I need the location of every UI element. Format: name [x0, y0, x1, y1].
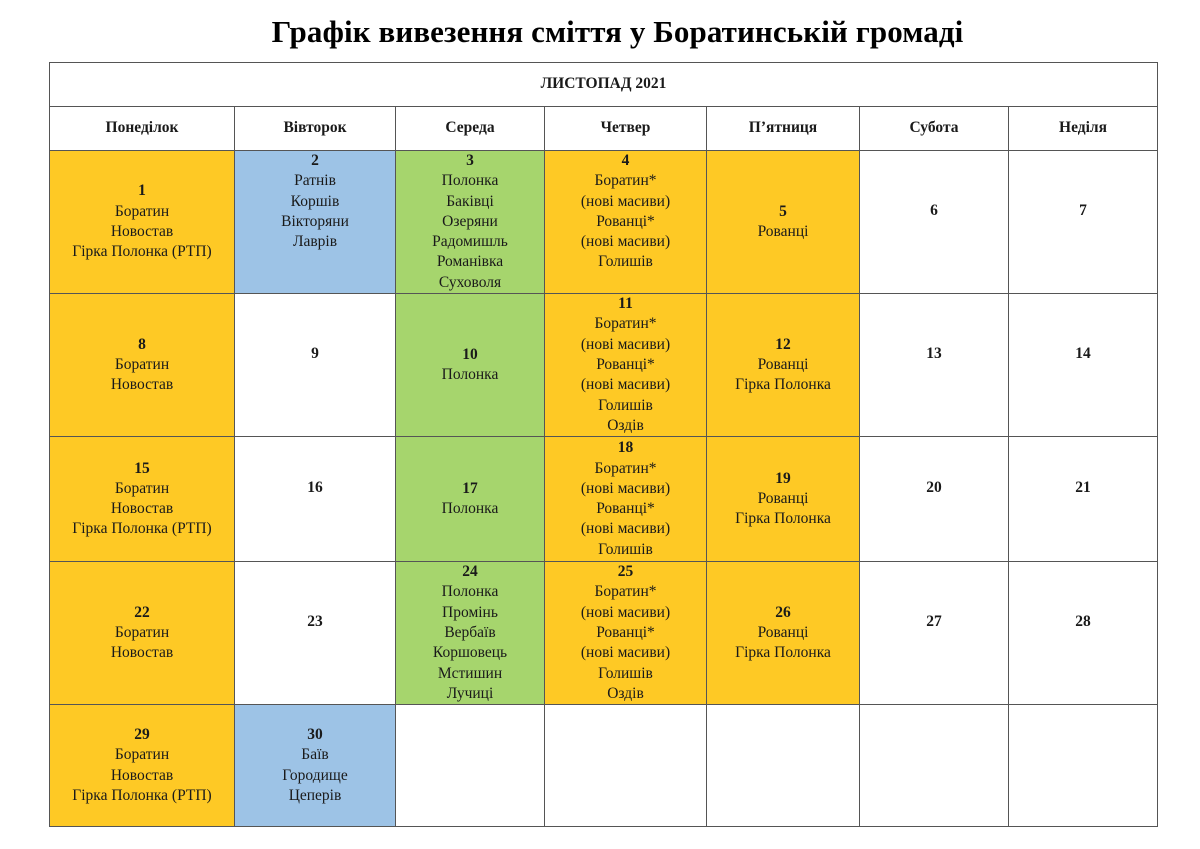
location-label: Городище: [282, 766, 348, 784]
empty-cell: [396, 705, 545, 827]
location-label: (нові масиви): [580, 603, 671, 621]
day-cell: [235, 437, 396, 562]
day-number: 14: [1075, 344, 1091, 362]
location-label: Цеперів: [288, 787, 342, 805]
day-number: 17: [462, 479, 478, 497]
location-label: Боратин: [114, 746, 170, 764]
location-label: Гірка Полонка: [735, 376, 831, 394]
location-label: Оздів: [607, 684, 644, 702]
day-number: 20: [926, 479, 942, 496]
weekday-header: П’ятниця: [707, 107, 860, 151]
day-cell: [1009, 151, 1158, 294]
day-cell: [1009, 294, 1158, 437]
location-label: Вікторяни: [281, 212, 349, 230]
day-cell: [1009, 437, 1158, 562]
day-cell: [545, 562, 707, 705]
location-label: (нові масиви): [580, 479, 671, 497]
day-cell: [235, 705, 396, 827]
day-number: 1: [138, 182, 146, 200]
week-row: [50, 294, 1158, 437]
day-number: 15: [134, 459, 150, 477]
weekday-header: Неділя: [1009, 107, 1158, 151]
location-label: Новостав: [110, 644, 174, 662]
week-row: [50, 705, 1158, 827]
location-label: (нові масиви): [580, 644, 671, 662]
location-label: Полонка: [441, 500, 499, 518]
day-number: 2: [311, 152, 319, 169]
location-label: Баїв: [301, 746, 329, 764]
day-cell: [707, 437, 860, 562]
day-number: 21: [1075, 479, 1091, 496]
day-cell: [707, 562, 860, 705]
calendar-body: [50, 151, 1158, 827]
location-label: Рованці: [757, 490, 809, 507]
day-cell: [860, 437, 1009, 562]
day-number: 7: [1079, 201, 1087, 219]
location-label: Рованці*: [596, 624, 655, 642]
location-label: Рованці*: [596, 500, 655, 518]
day-cell: [860, 562, 1009, 705]
weekday-header-row: [50, 107, 1158, 151]
day-number: 10: [462, 345, 478, 363]
week-row: [50, 151, 1158, 294]
location-label: (нові масиви): [580, 376, 671, 394]
day-cell: [50, 151, 235, 294]
day-cell: [545, 151, 707, 294]
day-cell: [396, 151, 545, 294]
location-label: (нові масиви): [580, 520, 671, 538]
location-label: Вербаїв: [444, 624, 496, 642]
location-label: Романівка: [436, 253, 504, 271]
day-number: 23: [307, 613, 323, 631]
month-header: ЛИСТОПАД 2021: [50, 63, 1158, 107]
day-cell: [860, 294, 1009, 437]
location-label: Новостав: [110, 766, 174, 784]
day-cell: [1009, 562, 1158, 705]
day-cell: [707, 294, 860, 437]
empty-cell: [707, 705, 860, 827]
weekday-header: Середа: [396, 107, 545, 151]
location-label: Боратин*: [594, 459, 657, 477]
location-label: Промінь: [442, 603, 498, 621]
weekday-header: Субота: [860, 107, 1009, 151]
location-label: (нові масиви): [580, 192, 671, 210]
day-number: 26: [775, 603, 791, 621]
location-label: Озеряни: [442, 212, 498, 230]
day-number: 25: [617, 563, 634, 581]
day-number: 11: [618, 295, 633, 313]
day-cell: [50, 294, 235, 437]
location-label: Оздів: [607, 416, 644, 434]
day-number: 16: [307, 479, 323, 496]
location-label: Боратин: [114, 355, 170, 373]
location-label: (нові масиви): [580, 335, 671, 353]
location-label: Голишів: [598, 253, 653, 271]
day-cell: [235, 151, 396, 294]
location-label: Рованці*: [596, 355, 655, 373]
location-label: Боратин: [114, 624, 170, 642]
location-label: Новостав: [110, 223, 174, 241]
location-label: Рованці: [757, 355, 809, 373]
location-label: Голишів: [598, 396, 653, 414]
day-number: 22: [134, 603, 150, 621]
location-label: Мстишин: [437, 664, 503, 682]
day-cell: [545, 437, 707, 562]
location-label: Боратин*: [594, 583, 657, 601]
day-cell: [707, 151, 860, 294]
day-number: 4: [621, 152, 630, 169]
location-label: Суховоля: [438, 273, 502, 291]
day-number: 13: [926, 344, 942, 362]
location-label: Полонка: [441, 366, 499, 384]
location-label: Полонка: [441, 583, 499, 601]
location-label: Боратин*: [594, 172, 657, 190]
location-label: Лучиці: [446, 684, 494, 702]
location-label: Гірка Полонка (РТП): [72, 520, 212, 538]
location-label: Рованці*: [596, 212, 655, 230]
day-number: 12: [775, 335, 791, 353]
day-number: 28: [1075, 613, 1091, 631]
week-row: [50, 562, 1158, 705]
location-label: Баківці: [446, 192, 494, 210]
day-cell: [50, 562, 235, 705]
day-cell: [860, 151, 1009, 294]
location-label: Рованці: [757, 223, 809, 241]
empty-cell: [860, 705, 1009, 827]
schedule-calendar: [49, 62, 1158, 827]
day-number: 24: [462, 563, 478, 581]
day-number: 6: [930, 201, 938, 219]
location-label: Боратин: [114, 202, 170, 220]
day-number: 29: [134, 726, 150, 744]
day-number: 30: [307, 726, 323, 744]
location-label: Гірка Полонка: [735, 510, 831, 528]
location-label: Ратнів: [294, 172, 336, 190]
location-label: Голишів: [598, 540, 653, 558]
day-number: 19: [775, 469, 791, 487]
weekday-header: Четвер: [545, 107, 707, 151]
location-label: Новостав: [110, 376, 174, 394]
day-cell: [235, 562, 396, 705]
week-row: [50, 437, 1158, 562]
location-label: Полонка: [441, 172, 499, 190]
location-label: (нові масиви): [580, 233, 671, 251]
day-cell: [50, 437, 235, 562]
location-label: Гірка Полонка: [735, 644, 831, 662]
day-cell: [396, 294, 545, 437]
location-label: Коршовець: [432, 644, 508, 662]
location-label: Гірка Полонка (РТП): [72, 243, 212, 261]
day-number: 8: [138, 335, 146, 353]
day-cell: [396, 437, 545, 562]
day-number: 9: [311, 344, 319, 362]
day-number: 27: [926, 613, 942, 631]
day-number: 3: [466, 152, 474, 169]
location-label: Коршів: [290, 192, 340, 210]
day-number: 5: [779, 202, 787, 220]
empty-cell: [545, 705, 707, 827]
location-label: Рованці: [757, 624, 809, 642]
weekday-header: Вівторок: [235, 107, 396, 151]
location-label: Новостав: [110, 500, 174, 518]
location-label: Лаврів: [292, 233, 338, 251]
day-cell: [235, 294, 396, 437]
day-number: 18: [617, 439, 634, 457]
location-label: Боратин*: [594, 315, 657, 333]
location-label: Боратин: [114, 479, 170, 497]
page-title: Графік вивезення сміття у Боратинській громаді: [271, 14, 964, 49]
location-label: Радомишль: [432, 233, 508, 251]
day-cell: [396, 562, 545, 705]
weekday-header: Понеділок: [50, 107, 235, 151]
day-cell: [50, 705, 235, 827]
location-label: Гірка Полонка (РТП): [72, 787, 212, 805]
day-cell: [545, 294, 707, 437]
location-label: Голишів: [598, 664, 653, 682]
empty-cell: [1009, 705, 1158, 827]
